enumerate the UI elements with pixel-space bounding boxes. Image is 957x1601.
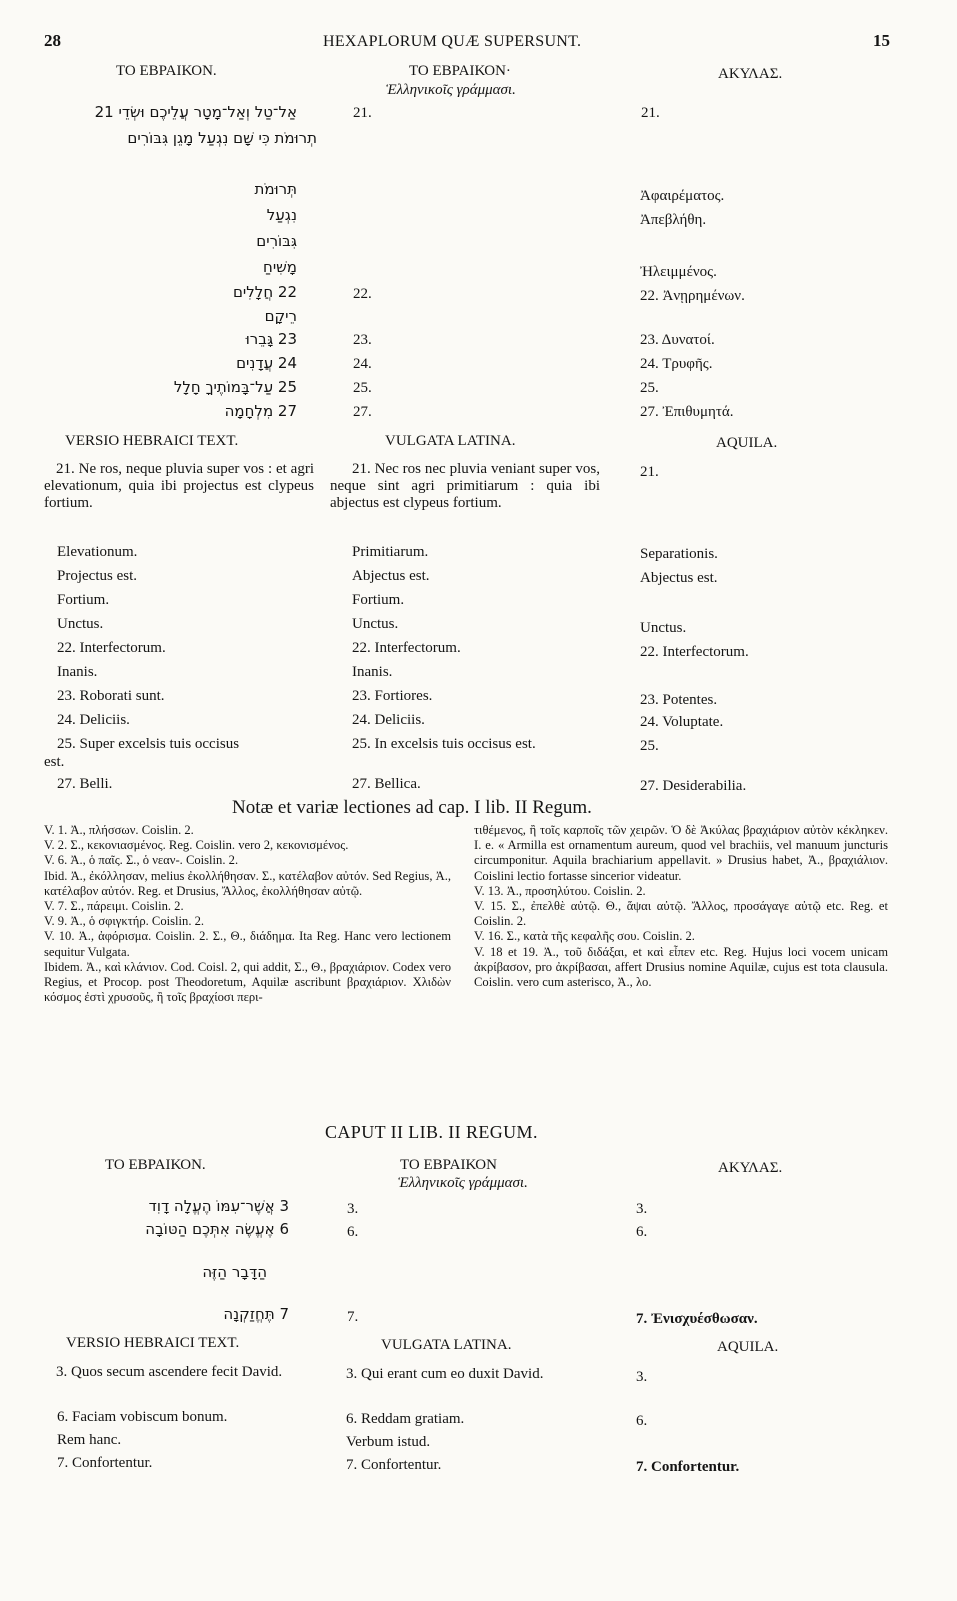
- versio-line: Projectus est.: [57, 568, 137, 584]
- vulgata-line: Abjectus est.: [352, 568, 430, 584]
- versio-line: 24. Deliciis.: [57, 712, 130, 728]
- column-header-versio: VERSIO HEBRAICI TEXT.: [66, 1335, 240, 1351]
- column-header-vulgata: VULGATA LATINA.: [385, 433, 516, 449]
- aquila-word: Ἀφαιρέματος.: [640, 188, 725, 204]
- vulgata-line: Fortium.: [352, 592, 405, 608]
- versio-line: Inanis.: [57, 664, 98, 680]
- aquila-word: 3.: [636, 1201, 648, 1217]
- aquila-word: 24. Τρυφῆς.: [640, 356, 713, 372]
- note-entry: V. 6. Ἀ., ὁ παῖς. Σ., ὁ νεαν-. Coislin. 2.: [44, 853, 239, 868]
- page-number-left: 28: [44, 31, 61, 50]
- hebrew-verse-line: 7 תֶּחֱזַקְנָה: [223, 1305, 289, 1323]
- aquila-line: 23. Potentes.: [640, 692, 718, 708]
- note-entry: V. 9. Ἀ., ὁ σφιγκτήρ. Coislin. 2.: [44, 914, 205, 929]
- note-entry: Ibidem. Ἀ., καὶ κλάνιον. Cod. Coisl. 2, qui addit, Σ., Θ., βραχιάριον. Codex vero Regius, et Procop. post Theodoretum, Aquilæ ascribunt βραχιάριον. Χλιδὼν κόσμος ἐστὶ χρυσοῦς, ἢ τοῖς βραχίοσι περι-: [44, 959, 451, 1005]
- aquila-line: 24. Voluptate.: [640, 714, 724, 730]
- aquila-word: 25.: [640, 380, 659, 396]
- verse-number: 22.: [353, 286, 372, 302]
- hebrew-verse-line: 6 אֶעֱשֶׂה אִתְּכֶם הַטּוֹבָה: [145, 1220, 289, 1238]
- vulgata-line: Inanis.: [352, 664, 393, 680]
- hebrew-word: 27 מִלְחָמָה: [224, 402, 297, 420]
- aquila-line: Unctus.: [640, 620, 687, 636]
- hebrew-word: 23 גָּבֵרוּ: [245, 330, 297, 348]
- vulgata-line: Verbum istud.: [346, 1434, 431, 1450]
- vulgata-verse-3: 3. Qui erant cum eo duxit David.: [346, 1366, 544, 1382]
- aquila-verse-3: 3.: [636, 1369, 648, 1385]
- note-entry: V. 2. Σ., κεκονιασμένος. Reg. Coislin. vero 2, κεκονισμένος.: [44, 838, 349, 853]
- versio-line: Elevationum.: [57, 544, 138, 560]
- versio-line: 22. Interfectorum.: [57, 640, 166, 656]
- column-header-hebrew-greek: ΤΟ ΕΒΡΑΙΚΟΝ: [400, 1157, 497, 1173]
- note-entry: V. 13. Ἀ., προσηλύτου. Coislin. 2.: [474, 883, 646, 898]
- hebrew-word: 24 עֲדָנִים: [236, 354, 297, 372]
- versio-line: Unctus.: [57, 616, 104, 632]
- aquila-word: 27. Ἐπιθυμητά.: [640, 404, 734, 420]
- vulgata-line: 27. Bellica.: [352, 776, 421, 792]
- versio-line: Fortium.: [57, 592, 110, 608]
- column-header-aquila: ΑΚΥΛΑΣ.: [718, 66, 783, 82]
- note-entry: V. 7. Σ., πάρειμι. Coislin. 2.: [44, 899, 184, 914]
- column-header-vulgata: VULGATA LATINA.: [381, 1337, 512, 1353]
- vulgata-line: 25. In excelsis tuis occisus est.: [352, 736, 536, 752]
- verse-number: 21.: [353, 105, 372, 121]
- column-header-aquila: AQUILA.: [716, 435, 778, 451]
- hebrew-word: נִגְעַל: [266, 206, 297, 224]
- verse-number: 24.: [353, 356, 372, 372]
- hebrew-verse-line: תְרוּמֹת כִּי שָׁם נִגְעַל מָגֵן גִּבּוֹרִים: [127, 129, 317, 147]
- notes-left-column: [44, 823, 451, 1005]
- column-header-aquila: ΑΚΥΛΑΣ.: [718, 1160, 783, 1176]
- aquila-line: 22. Interfectorum.: [640, 644, 749, 660]
- aquila-line: Separationis.: [640, 546, 718, 562]
- column-header-aquila: AQUILA.: [717, 1339, 779, 1355]
- note-entry: V. 18 et 19. Ἀ., τοῦ διδάξαι, et καὶ εἶπεν etc. Reg. Hujus loci vocem unicam ἀκρίβασον, pro ἀκρίβασαι, affert Drusius nomine Aquilæ, cujus est tota clausula. Coislin. vero cum asterisco, Ἀ., λο.: [474, 944, 888, 990]
- versio-line: 23. Roborati sunt.: [57, 688, 165, 704]
- column-header-hebrew: ΤΟ ΕΒΡΑΙΚΟΝ.: [105, 1157, 206, 1173]
- verse-number: 25.: [353, 380, 372, 396]
- verse-number: 21.: [641, 105, 660, 121]
- aquila-word: 7. Ἐνισχυέσθωσαν.: [636, 1311, 758, 1327]
- aquila-word: 22. Ἀνῃρημένων.: [640, 288, 745, 304]
- column-subheader: Ἑλληνικοῖς γράμμασι.: [386, 82, 516, 98]
- aquila-word: Ἠλειμμένος.: [640, 264, 717, 280]
- column-header-hebrew: ΤΟ ΕΒΡΑΙΚΟΝ.: [116, 63, 217, 79]
- aquila-line: 7. Confortentur.: [636, 1459, 740, 1475]
- hebrew-word: גִּבּוֹרִים: [256, 232, 297, 250]
- aquila-word: Ἀπεβλήθη.: [640, 212, 707, 228]
- column-header-versio: VERSIO HEBRAICI TEXT.: [65, 433, 239, 449]
- chapter-heading: CAPUT II LIB. II REGUM.: [325, 1122, 538, 1142]
- verse-number: 23.: [353, 332, 372, 348]
- verse-number: 3.: [347, 1201, 359, 1217]
- versio-line: Rem hanc.: [57, 1432, 122, 1448]
- hebrew-word: מָשִׁיחַ: [263, 258, 297, 276]
- hebrew-verse-line: הַדָּבָר הַזֶּה: [202, 1263, 267, 1281]
- hebrew-word: תְּרוּמֹת: [254, 180, 297, 198]
- vulgata-line: 23. Fortiores.: [352, 688, 433, 704]
- versio-line: 27. Belli.: [57, 776, 113, 792]
- note-entry: V. 16. Σ., κατὰ τῆς κεφαλῆς σου. Coislin. 2.: [474, 929, 695, 944]
- aquila-line: 6.: [636, 1413, 648, 1429]
- vulgata-line: Primitiarum.: [352, 544, 429, 560]
- page-title: HEXAPLORUM QUÆ SUPERSUNT.: [323, 33, 582, 50]
- note-entry: V. 15. Σ., ἐπελθὲ αὐτῷ. Θ., ἅψαι αὐτῷ. Ἄλλος, προσάγαγε αὐτῷ etc. Reg. et Coislin. 2.: [474, 899, 888, 929]
- note-entry: V. 10. Ἀ., ἀφόρισμα. Coislin. 2. Σ., Θ., διάδημα. Ita Reg. Hanc vero lectionem sequitur Vulgata.: [44, 929, 451, 959]
- aquila-word: 23. Δυνατοί.: [640, 332, 715, 348]
- verse-number: 7.: [347, 1309, 359, 1325]
- notes-title: Notæ et variæ lectiones ad cap. I lib. II Regum.: [232, 797, 592, 818]
- vulgata-line: 7. Confortentur.: [346, 1457, 442, 1473]
- aquila-verse-21: 21.: [640, 464, 659, 480]
- versio-line: 7. Confortentur.: [57, 1455, 153, 1471]
- verse-number: 27.: [353, 404, 372, 420]
- versio-line: 25. Super excelsis tuis occisus: [57, 736, 240, 752]
- vulgata-verse-21: 21. Nec ros nec pluvia veniant super vos, neque sint agri primitiarum : quia ibi abjectus est clypeus fortium.: [330, 461, 600, 511]
- vulgata-line: 6. Reddam gratiam.: [346, 1411, 465, 1427]
- hebrew-verse-line: אַל־טַל וְאַל־מָטָר עֲלֵיכֶם וּשְׂדֵי 21: [94, 103, 297, 121]
- note-entry: V. 1. Ἀ., πλήσσων. Coislin. 2.: [44, 823, 194, 837]
- note-entry: Ibid. Ἀ., ἐκόλλησαν, melius ἐκολλήθησαν. Σ., κατέλαβον αὐτόν. Sed Regius, Ἀ., κατέλαβον αὐτόν. Reg. et Drusius, Ἄλλος, ἐκολλήθησαν αὐτῷ.: [44, 868, 452, 898]
- aquila-line: 25.: [640, 738, 659, 754]
- notes-right-column: [474, 823, 888, 990]
- hebrew-verse-line: 3 אֲשֶׁר־עִמּוֹ הֶעֱלָה דָוִד: [148, 1197, 289, 1215]
- hebrew-word: רֵיקָם: [264, 307, 297, 325]
- verse-number: 6.: [347, 1224, 359, 1240]
- aquila-line: 27. Desiderabilia.: [640, 778, 747, 794]
- column-subheader: Ἑλληνικοῖς γράμμασι.: [398, 1175, 528, 1191]
- hebrew-word: 25 עַל־בָּמוֹתֶיךָ חָלָל: [173, 378, 297, 396]
- vulgata-line: 22. Interfectorum.: [352, 640, 461, 656]
- versio-verse-21: 21. Ne ros, neque pluvia super vos : et agri elevationum, quia ibi projectus est clypeus fortium.: [44, 461, 314, 511]
- hebrew-word: 22 חֲלָלִים: [232, 283, 297, 301]
- vulgata-line: 24. Deliciis.: [352, 712, 425, 728]
- versio-verse-3: 3. Quos secum ascendere fecit David.: [56, 1364, 283, 1380]
- aquila-word: 6.: [636, 1224, 648, 1240]
- note-entry: τιθέμενος, ἢ τοῖς καρποῖς τῶν χειρῶν. Ὁ δὲ Ἀκύλας βραχιάριον αὐτὸν κέκληκεν. I. e. « Armilla est ornamentum aureum, quod vel brachiis, vel manuum juncturis circumponitur. Aquila brachiarium appellavit. » Drusius habet, Ἀ., βραχιάλιον. Coislini lectio fortasse sincerior videatur.: [474, 823, 888, 883]
- versio-line: est.: [44, 754, 65, 770]
- vulgata-line: Unctus.: [352, 616, 399, 632]
- versio-line: 6. Faciam vobiscum bonum.: [57, 1409, 228, 1425]
- column-header-hebrew-greek: ΤΟ ΕΒΡΑΙΚΟΝ·: [409, 63, 511, 79]
- aquila-line: Abjectus est.: [640, 570, 718, 586]
- page-number-right: 15: [873, 31, 890, 50]
